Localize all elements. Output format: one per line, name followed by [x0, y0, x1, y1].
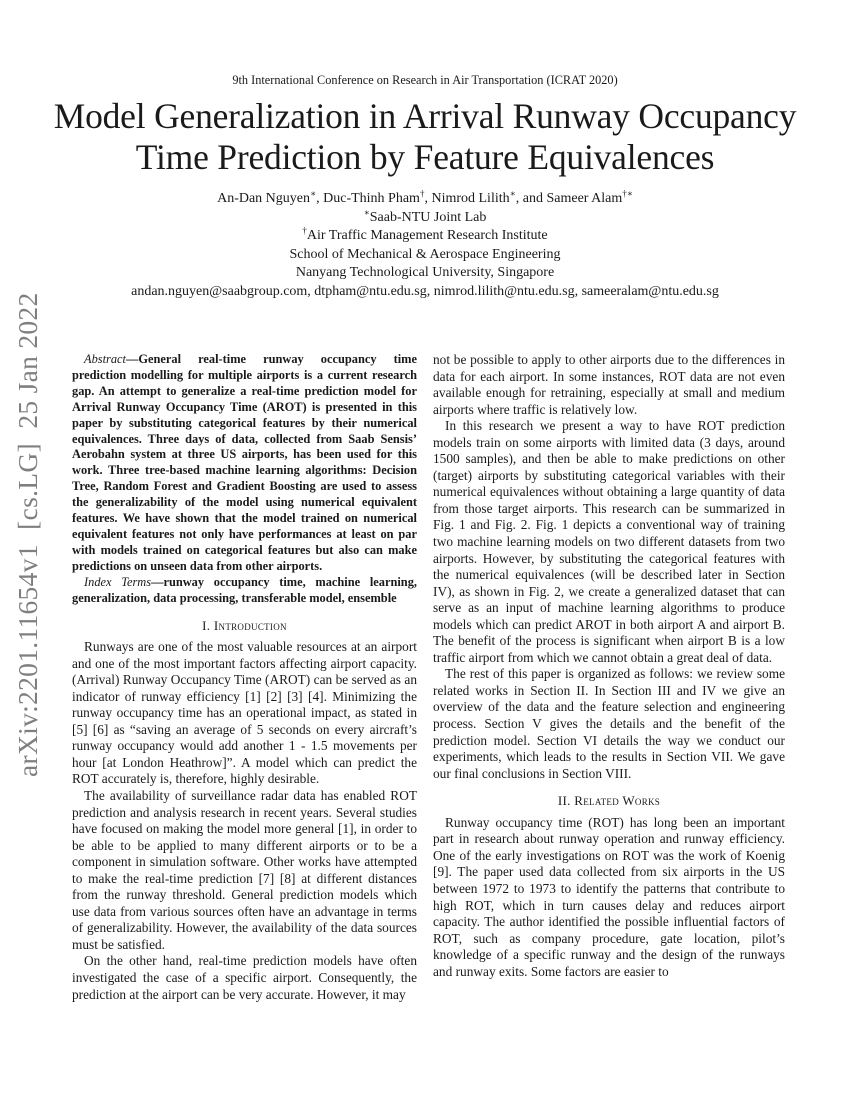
affiliation-1 [0, 206, 850, 228]
affiliation-mark: † [419, 188, 425, 199]
affiliation-mark: ∗ [509, 188, 516, 199]
affiliation-mark: ∗ [310, 188, 317, 199]
abstract-text: —General real-time runway occupancy time prediction modelling for multiple airports is a current research gap. An attempt to generalize a real-time prediction model for Arrival Runway Occupancy Time (AROT) is presented in this paper by substituting categorical features by their numerical equivalences. Three days of data, collected from Saab Sensis’ Aerobahn system at three US airports, has been used for this work. Three tree-based machine learning algorithms: Decision Tree, Random Forest and Gradient Boosting are used to assess the generalizability of the model using numerical equivalent features. We have shown that the model trained on numerical equivalent features not only have performances at least on par with models trained on categorical features but also can make predictions on unseen data from other airports. [72, 352, 417, 573]
affiliation-4: Nanyang Technological University, Singapore [295, 265, 555, 281]
affiliation-mark: † [302, 225, 307, 236]
affiliation-text: Air Traffic Management Research Institute [306, 228, 548, 244]
author-names [0, 190, 850, 209]
abstract-label: Abstract [84, 352, 126, 366]
author-separator: , and [515, 191, 547, 206]
affiliation-mark: †∗ [622, 188, 633, 199]
abstract [72, 352, 417, 607]
author-name: An-Dan Nguyen [217, 191, 310, 206]
body-paragraph: Runways are one of the most valuable resources at an airport and one of the most important factors affecting airport capacity. (Arrival) Runway Occupancy Time (AROT) can be served as an indicator of runway efficiency [1] [2] [3] [4]. Minimizing the runway occupancy time has an operational impact, as stated in [5] [6] as “saving an average of 5 seconds on every aircraft’s runway occupancy would add another 1 - 1.5 movements per hour [at London Heathrow]”. A model which can predict the ROT accurately is, therefore, highly desirable. [72, 639, 417, 787]
section-title: Related Works [574, 793, 661, 809]
left-column [72, 352, 417, 1003]
index-terms-text: —runway occupancy time, machine learning, generalization, data processing, transferable model, ensemble [72, 574, 417, 605]
body-paragraph: The rest of this paper is organized as follows: we review some related works in Section II. In Section III and IV we give an overview of the data and the feature selection and engineering process. Section V gives the details and the benefit of the prediction model. Section VI details the way we conduct our experiments, which leads to the results in Section VII. We gave our final conclusions in Section VIII. [433, 666, 785, 781]
section-heading-related-works [433, 793, 785, 810]
section-title: Introduction [213, 617, 287, 633]
author-separator: , [316, 191, 324, 206]
author-name: Duc-Thinh Pham [323, 191, 420, 206]
body-paragraph: The availability of surveillance radar data has enabled ROT prediction and analysis research in recent years. Several studies have focused on making the model more general [1], in order to be able to be applied to many different airports or to be a component in simulation software. Other works have attempted to make the real-time prediction [7] [8] at different distances from the runway threshold. General prediction models which use data from various sources often have an advantage in terms of generalizability. However, the availability of the data sources must be satisfied. [72, 787, 417, 952]
body-paragraph: In this research we present a way to have ROT prediction models train on some airports with limited data (3 days, around 1500 samples), and then be able to make predictions on other (target) airports by substituting categorical variables with their numerical equivalences without obtaining a large quantity of data from those target airports. This research can be summarized in Fig. 1 and Fig. 2. Fig. 1 depicts a conventional way of training two machine learning models on two different datasets from two airports. However, by substituting the categorical features with the numerical equivalences (will be described later in Section IV), as shown in Fig. 2, we create a generalized dataset that can serve as an input of machine learning algorithms to produce models which can predict AROT in both airport A and airport B. The benefit of the process is significant when airport B is a low traffic airport from which we cannot obtain a great deal of data. [433, 418, 785, 665]
author-separator: , [424, 191, 432, 206]
author-emails: andan.nguyen@saabgroup.com, dtpham@ntu.edu.sg, nimrod.lilith@ntu.edu.sg, sameeralam@ntu.edu.sg [131, 283, 719, 299]
affiliation-text: Saab-NTU Joint Lab [369, 209, 487, 225]
body-paragraph-continued: not be possible to apply to other airports due to the differences in data for each airport. In some instances, ROT data are not even available enough for retraining, especially at small and medium airports where traffic is relatively low. [433, 352, 785, 417]
author-block [0, 190, 850, 302]
section-heading-introduction [72, 618, 417, 635]
body-paragraph: Runway occupancy time (ROT) has long been an important part in research about runway operation and runway efficiency. One of the early investigations on ROT was the work of Koenig [9]. The paper used data collected from six airports in the US between 1972 to 1973 to identify the patterns that contribute to high ROT, which in turn causes delay and reduces airport capacity. The author identified the possible influential factors of ROT, such as company procedure, gate location, pilot’s knowledge of a specific runway and the design of the runways and runway exits. Some factors are easier to [433, 814, 785, 979]
title-line-1: Model Generalization in Arrival Runway Occupancy [53, 96, 797, 136]
section-number: II. [557, 793, 571, 809]
title-line-2: Time Prediction by Feature Equivalences [135, 137, 715, 177]
affiliation-mark: ∗ [363, 206, 370, 217]
arxiv-stamp: arXiv:2201.11654v1 [cs.LG] 25 Jan 2022 [12, 292, 43, 777]
right-column [433, 352, 785, 980]
index-terms [72, 575, 417, 607]
affiliation-2 [0, 227, 850, 246]
index-terms-label: Index Terms [84, 574, 152, 589]
section-number: I. [202, 617, 211, 633]
body-paragraph: On the other hand, real-time prediction models have often investigated the case of a specific airport. Consequently, the prediction at the airport can be very accurate. However, it may [72, 953, 417, 1002]
affiliation-3: School of Mechanical & Aerospace Engineering [289, 246, 561, 262]
paper-title [40, 96, 810, 178]
conference-header: 9th International Conference on Research in Air Transportation (ICRAT 2020) [232, 73, 618, 87]
author-name: Nimrod Lilith [431, 191, 510, 206]
author-name: Sameer Alam [546, 191, 623, 206]
abstract-paragraph [72, 352, 417, 575]
